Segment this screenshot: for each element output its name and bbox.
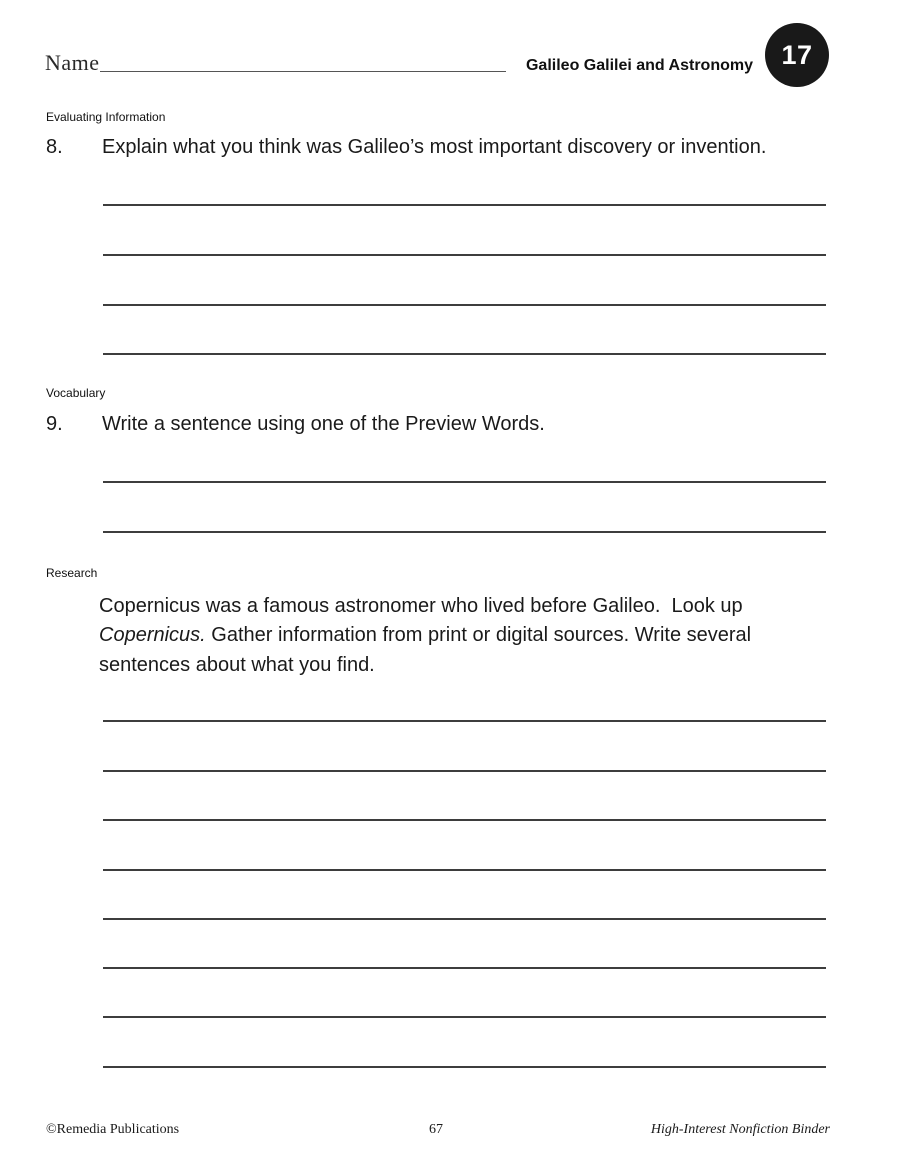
answer-line bbox=[103, 918, 826, 920]
answer-line bbox=[103, 481, 826, 483]
answer-line bbox=[103, 204, 826, 206]
worksheet-title: Galileo Galilei and Astronomy bbox=[525, 57, 753, 74]
question-9-text: Write a sentence using one of the Preview Words. bbox=[102, 413, 545, 435]
answer-line bbox=[103, 531, 826, 533]
lesson-number: 17 bbox=[781, 39, 813, 70]
section-label-evaluating-information: Evaluating Information bbox=[46, 110, 166, 124]
answer-line bbox=[103, 353, 826, 355]
question-8-number: 8. bbox=[46, 136, 63, 158]
research-instruction-part2: Gather information from print or digital sources. Write several sentences about what you find. bbox=[99, 624, 757, 676]
section-label-research: Research bbox=[46, 566, 98, 580]
answer-line bbox=[103, 1066, 826, 1068]
research-instruction-italic-term: Copernicus. bbox=[99, 624, 206, 647]
footer-binder-title: High-Interest Nonfiction Binder bbox=[650, 1122, 830, 1137]
research-instruction-paragraph bbox=[99, 592, 799, 680]
section-label-vocabulary: Vocabulary bbox=[46, 386, 106, 400]
answer-line bbox=[103, 819, 826, 821]
answer-line bbox=[103, 304, 826, 306]
answer-line bbox=[103, 967, 826, 969]
footer-copyright: ©Remedia Publications bbox=[46, 1122, 180, 1137]
name-blank-line bbox=[100, 71, 506, 72]
answer-line bbox=[103, 254, 826, 256]
question-8-text: Explain what you think was Galileo’s most important discovery or invention. bbox=[102, 136, 767, 158]
answer-line bbox=[103, 1016, 826, 1018]
footer-page-number: 67 bbox=[429, 1122, 443, 1137]
name-label: Name bbox=[45, 50, 100, 75]
lesson-number-badge bbox=[765, 23, 829, 87]
answer-line bbox=[103, 869, 826, 871]
research-instruction-part1: Copernicus was a famous astronomer who lived before Galileo. Look up bbox=[99, 595, 749, 617]
question-9-number: 9. bbox=[46, 413, 63, 435]
answer-line bbox=[103, 770, 826, 772]
answer-line bbox=[103, 720, 826, 722]
